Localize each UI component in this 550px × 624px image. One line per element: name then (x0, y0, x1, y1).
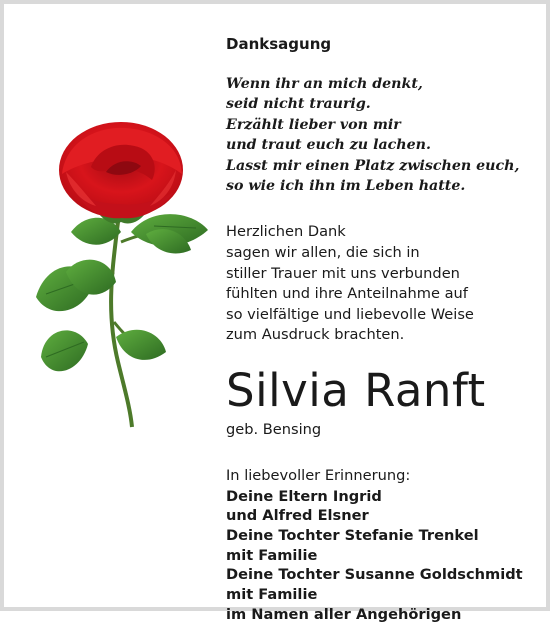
deceased-name: Silvia Ranft (226, 366, 544, 416)
poem-line: Lasst mir einen Platz zwischen euch, (226, 156, 544, 176)
signer-line: und Alfred Elsner (226, 506, 544, 526)
signers-list (226, 487, 544, 624)
birth-name: geb. Bensing (226, 420, 544, 440)
poem-line: so wie ich ihn im Leben hatte. (226, 176, 544, 196)
signer-line: mit Familie (226, 585, 544, 605)
signer-line: im Namen aller Angehörigen (226, 605, 544, 624)
poem-line: seid nicht traurig. (226, 94, 544, 114)
thanks-text (226, 222, 544, 346)
thanks-line: fühlten und ihre Anteilnahme auf (226, 284, 544, 305)
poem-line: Wenn ihr an mich denkt, (226, 74, 544, 94)
thanks-line: zum Ausdruck brachten. (226, 325, 544, 346)
thanks-line: sagen wir allen, die sich in (226, 243, 544, 264)
memory-label: In liebevoller Erinnerung: (226, 466, 544, 487)
poem-line: und traut euch zu lachen. (226, 135, 544, 155)
signer-line: Deine Eltern Ingrid (226, 487, 544, 507)
obituary-text (226, 34, 544, 624)
poem-line: Erzählt lieber von mir (226, 115, 544, 135)
thanks-line: Herzlichen Dank (226, 222, 544, 243)
signer-line: Deine Tochter Susanne Goldschmidt (226, 565, 544, 585)
poem (226, 74, 544, 196)
signer-line: mit Familie (226, 546, 544, 566)
thanks-line: stiller Trauer mit uns verbunden (226, 264, 544, 285)
thanks-line: so vielfältige und liebevolle Weise (226, 305, 544, 326)
signer-line: Deine Tochter Stefanie Trenkel (226, 526, 544, 546)
heading: Danksagung (226, 34, 544, 54)
red-rose-icon (26, 122, 216, 434)
